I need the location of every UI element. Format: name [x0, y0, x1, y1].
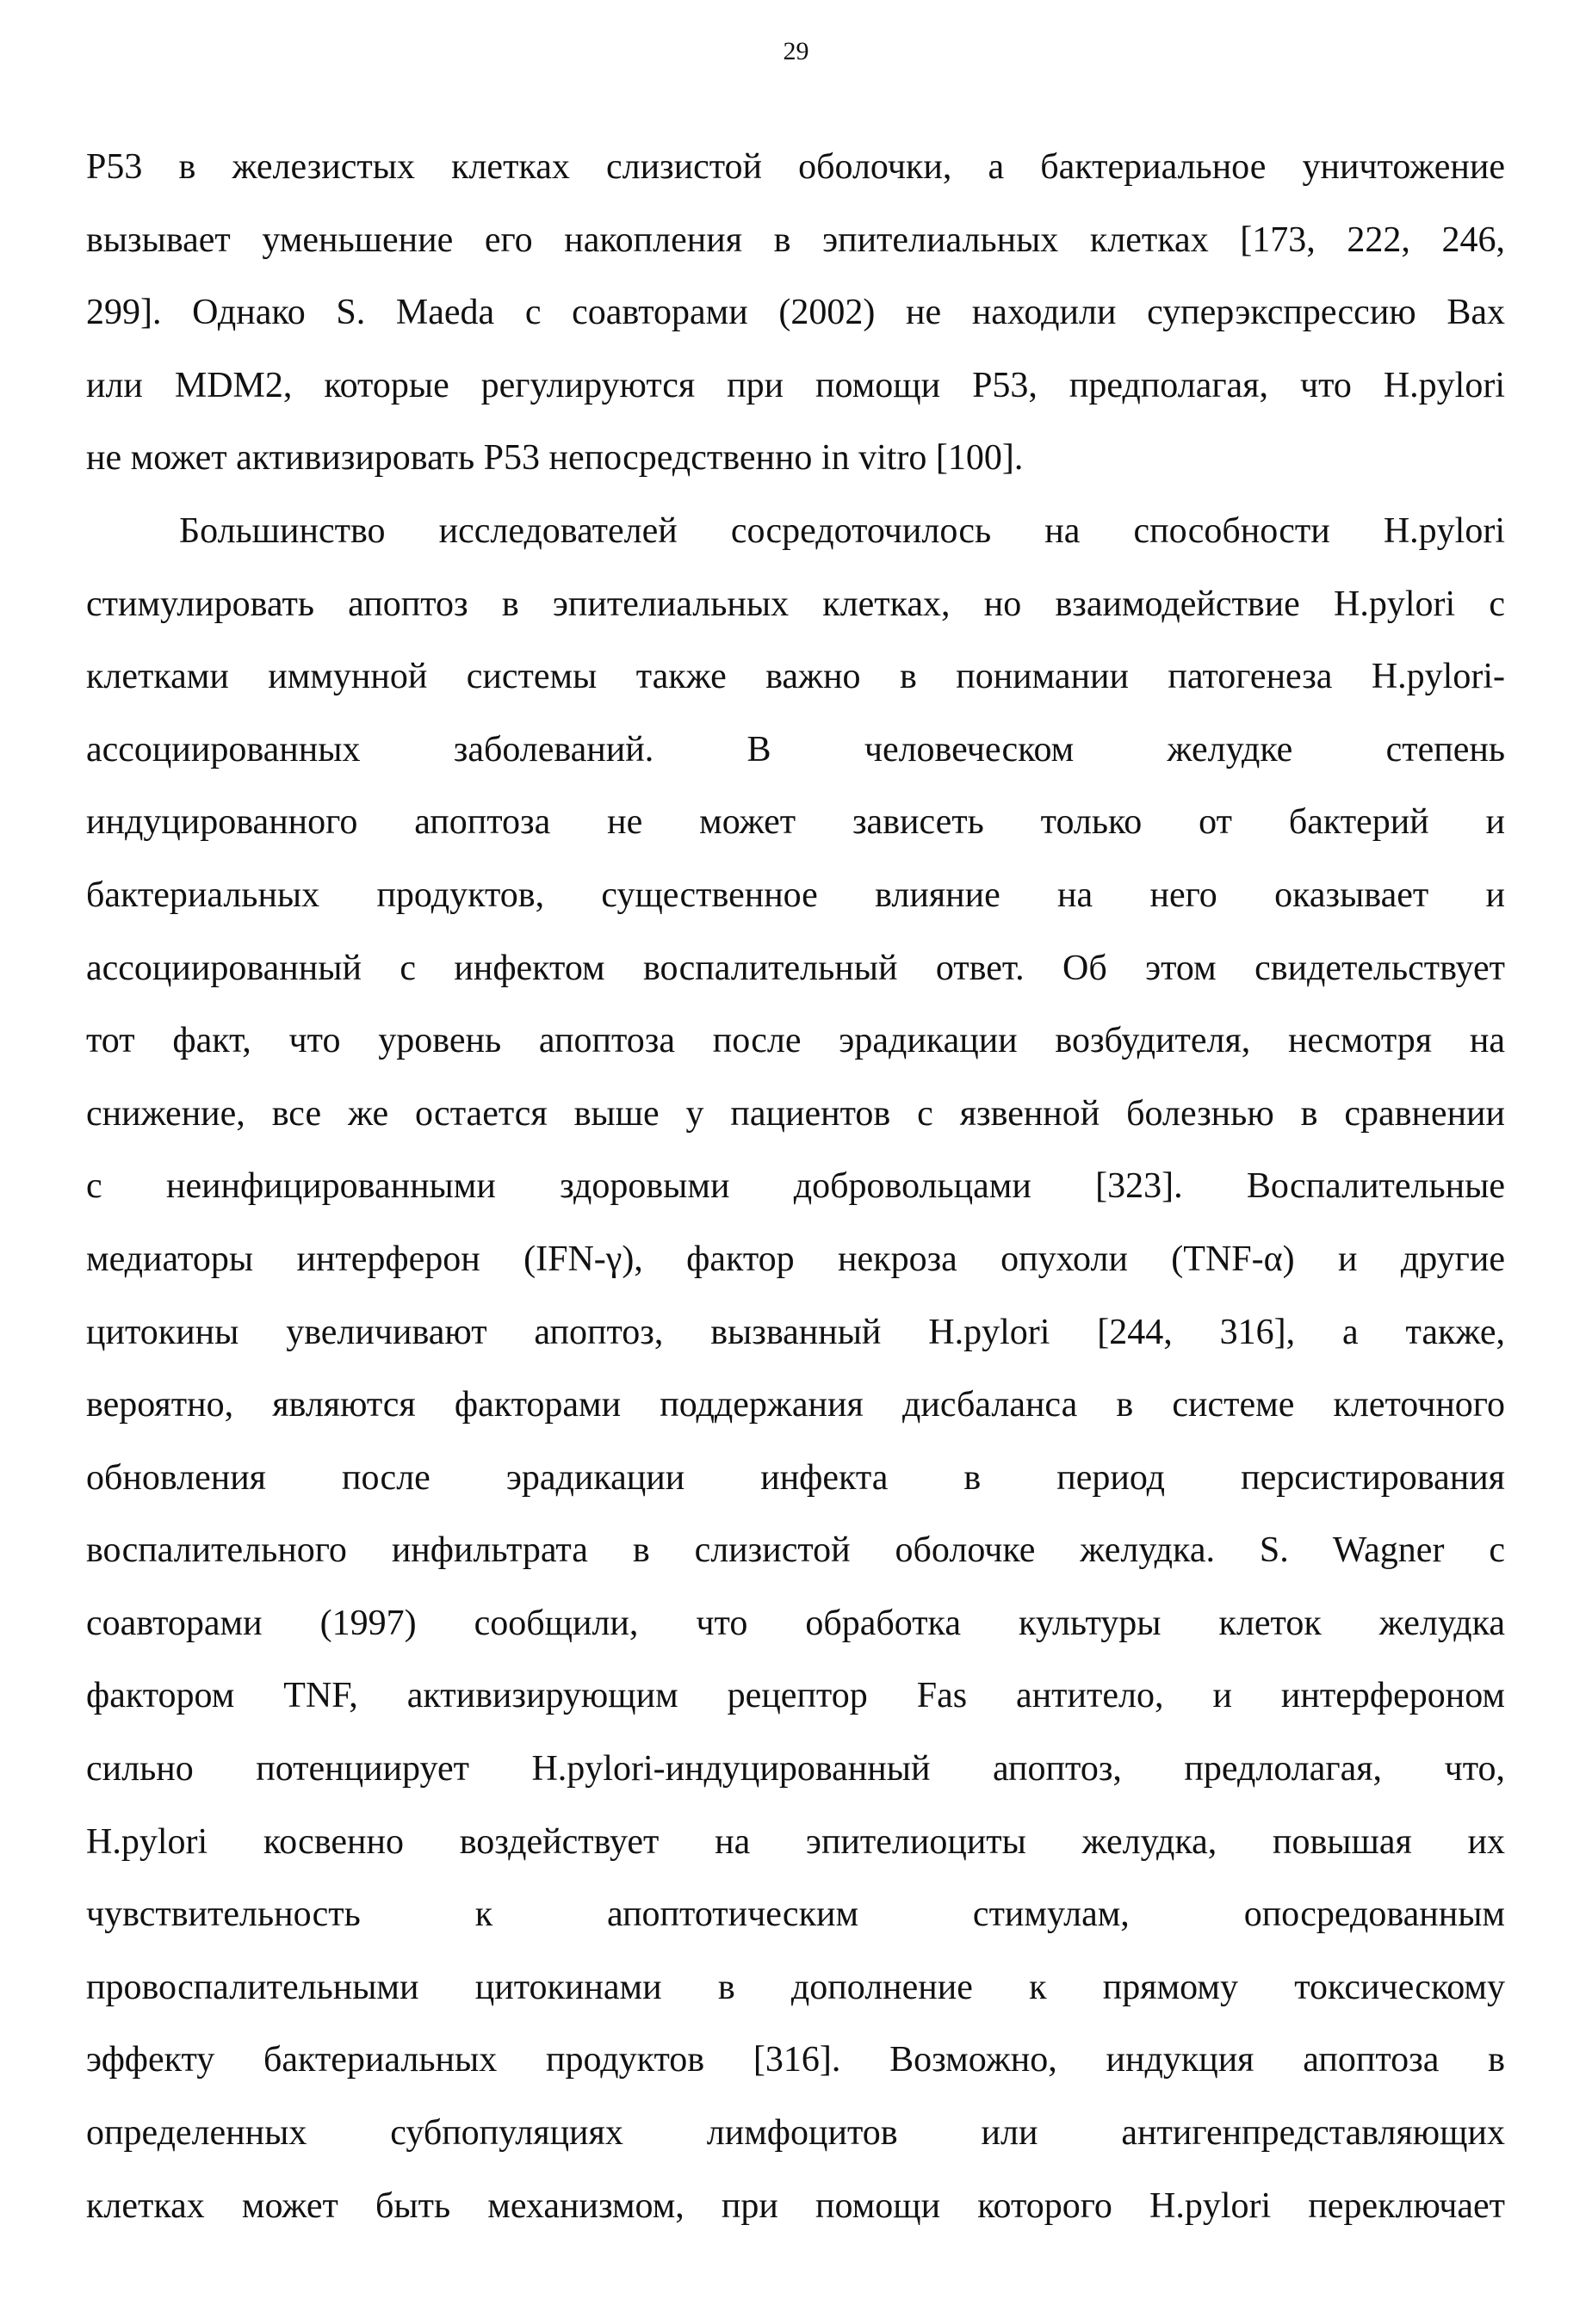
text-line: снижение, все же остается выше у пациентов с язвенной болезнью в сравнении	[86, 1093, 1505, 1134]
text-line: ассоциированный с инфектом воспалительный ответ. Об этом свидетельствует	[86, 948, 1505, 988]
text-line: цитокины увеличивают апоптоз, вызванный H.pylori [244, 316], а также,	[86, 1312, 1505, 1352]
text-line: не может активизировать Р53 непосредственно in vitro [100].	[86, 438, 1024, 479]
text-line: соавторами (1997) сообщили, что обработка культуры клеток желудка	[86, 1603, 1505, 1643]
body-text	[86, 131, 1505, 2242]
text-line: фактором TNF, активизирующим рецептор Fas антитело, и интерфероном	[86, 1676, 1505, 1716]
text-line: индуцированного апоптоза не может зависеть только от бактерий и	[86, 802, 1505, 843]
paragraph	[86, 131, 1505, 495]
text-line: вероятно, являются факторами поддержания дисбаланса в системе клеточного	[86, 1385, 1505, 1425]
text-line: обновления после эрадикации инфекта в период персистирования	[86, 1457, 1505, 1498]
text-line: с неинфицированными здоровыми добровольцами [323]. Воспалительные	[86, 1166, 1505, 1207]
text-line: эффекту бактериальных продуктов [316]. Возможно, индукция апоптоза в	[86, 2040, 1505, 2080]
text-line: 299]. Однако S. Maeda с соавторами (2002) не находили суперэкспрессию Вах	[86, 293, 1505, 333]
text-line: медиаторы интерферон (IFN-γ), фактор некроза опухоли (TNF-α) и другие	[86, 1239, 1505, 1279]
paragraph	[86, 495, 1505, 2242]
text-line: или MDM2, которые регулируются при помощи Р53, предполагая, что H.pylori	[86, 365, 1505, 405]
text-line: чувствительность к апоптотическим стимулам, опосредованным	[86, 1894, 1505, 1935]
text-line: провоспалительными цитокинами в дополнение к прямому токсическому	[86, 1967, 1505, 2007]
text-line: определенных субпопуляциях лимфоцитов или антигенпредставляющих	[86, 2113, 1505, 2154]
text-line: воспалительного инфильтрата в слизистой оболочке желудка. S. Wagner с	[86, 1530, 1505, 1571]
text-line: Р53 в железистых клетках слизистой оболочки, а бактериальное уничтожение	[86, 147, 1505, 187]
text-line: стимулировать апоптоз в эпителиальных клетках, но взаимодействие H.pylori с	[86, 584, 1505, 624]
page-number: 29	[783, 37, 809, 65]
text-line: тот факт, что уровень апоптоза после эрадикации возбудителя, несмотря на	[86, 1021, 1505, 1061]
text-line: Большинство исследователей сосредоточилось на способности H.pylori	[179, 510, 1505, 551]
text-line: клетками иммунной системы также важно в понимании патогенеза H.pylori-	[86, 657, 1505, 697]
text-line: клетках может быть механизмом, при помощи которого H.pylori переключает	[86, 2185, 1505, 2226]
text-line: сильно потенциирует H.pylori-индуцированный апоптоз, предлолагая, что,	[86, 1749, 1505, 1789]
text-line: вызывает уменьшение его накопления в эпителиальных клетках [173, 222, 246,	[86, 219, 1505, 260]
text-line: ассоциированных заболеваний. В человеческом желудке степень	[86, 729, 1505, 770]
text-line: H.pylori косвенно воздействует на эпителиоциты желудка, повышая их	[86, 1821, 1505, 1862]
text-line: бактериальных продуктов, существенное влияние на него оказывает и	[86, 875, 1505, 915]
